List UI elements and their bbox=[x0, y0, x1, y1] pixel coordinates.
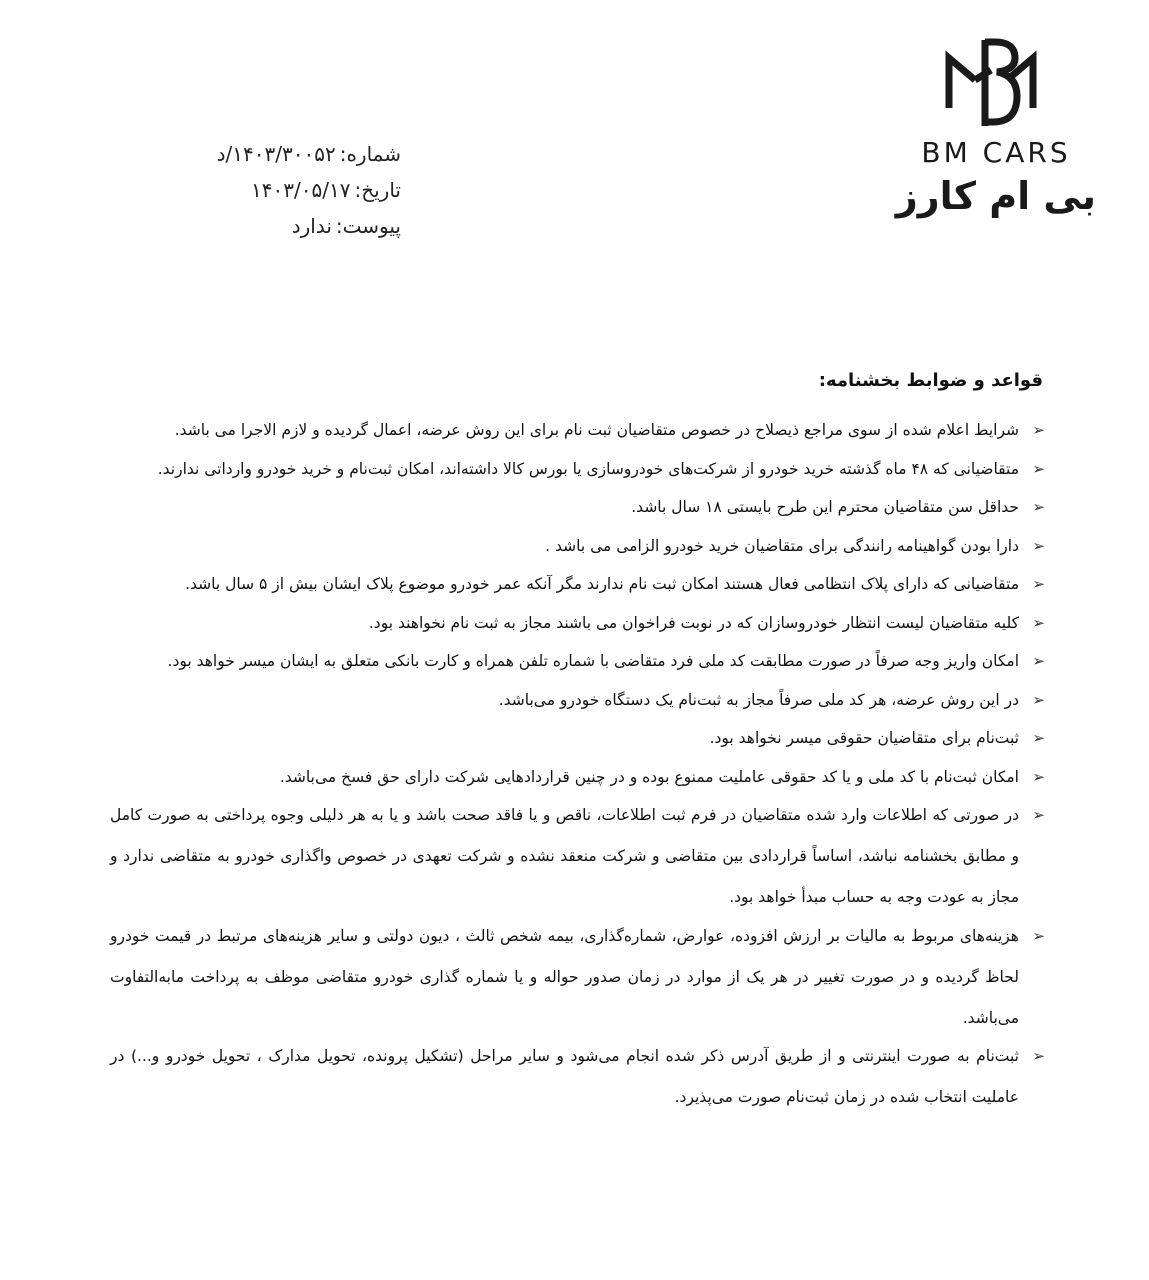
arrowhead-bullet-icon: ➢ bbox=[1032, 767, 1045, 786]
rule-text: متقاضیانی که دارای پلاک انتظامی فعال هستند امکان ثبت نام ندارند مگر آنکه عمر خودرو موضوع پلاک ایشان بیش از ۵ سال باشد. bbox=[185, 575, 1019, 593]
rule-item bbox=[110, 603, 1045, 644]
letter-number bbox=[213, 136, 401, 172]
letter-date-value: ۱۴۰۳/۰۵/۱۷ bbox=[251, 178, 351, 202]
rule-item bbox=[110, 487, 1045, 528]
letter-attachment-value: ندارد bbox=[291, 214, 332, 238]
rule-item bbox=[110, 526, 1045, 567]
arrowhead-bullet-icon: ➢ bbox=[1032, 421, 1045, 439]
section-heading: قواعد و ضوابط بخشنامه: bbox=[818, 370, 1043, 391]
rule-text: امکان واریز وجه صرفاً در صورت مطابقت کد ملی فرد متقاضی با شماره تلفن همراه و کارت بانکی متعلق به ایشان میسر خواهد بود. bbox=[167, 652, 1019, 670]
letter-attachment-label: پیوست: bbox=[335, 214, 401, 238]
rule-item bbox=[110, 757, 1045, 798]
rule-item bbox=[110, 564, 1045, 605]
letter-number-value: ۱۴۰۳/۳۰۰۵۲/د bbox=[216, 142, 336, 166]
rule-text: امکان ثبت‌نام با کد ملی و یا کد حقوقی عاملیت ممنوع بوده و در چنین قراردادهایی شرکت دارای حق فسخ می‌باشد. bbox=[279, 767, 1019, 786]
company-logo bbox=[880, 36, 1120, 226]
arrowhead-bullet-icon: ➢ bbox=[1032, 652, 1045, 670]
arrowhead-bullet-icon: ➢ bbox=[1032, 459, 1045, 478]
rule-item bbox=[110, 795, 1045, 918]
arrowhead-bullet-icon: ➢ bbox=[1032, 536, 1045, 555]
rule-item bbox=[110, 641, 1045, 682]
arrowhead-bullet-icon: ➢ bbox=[1032, 498, 1045, 516]
arrowhead-bullet-icon: ➢ bbox=[1032, 575, 1045, 593]
arrowhead-bullet-icon: ➢ bbox=[1032, 806, 1045, 824]
letter-date bbox=[213, 172, 401, 208]
rule-text: متقاضیانی که ۴۸ ماه گذشته خرید خودرو از شرکت‌های خودروسازی یا بورس کالا داشته‌اند، امکان ثبت‌نام و خرید خودرو وارداتی ندارند. bbox=[157, 459, 1019, 478]
arrowhead-bullet-icon: ➢ bbox=[1032, 690, 1045, 709]
rule-text: در این روش عرضه، هر کد ملی صرفاً مجاز به ثبت‌نام یک دستگاه خودرو می‌باشد. bbox=[498, 690, 1019, 709]
rule-item bbox=[110, 449, 1045, 490]
rule-item bbox=[110, 916, 1045, 1039]
letter-number-label: شماره: bbox=[339, 142, 401, 166]
rule-text: هزینه‌های مربوط به مالیات بر ارزش افزوده، عوارض، شماره‌گذاری، بیمه شخص ثالث ، دیون دولتی و سایر هزینه‌های مرتبط در قیمت خودرو لحاظ گردیده و در صورت تغییر در هر یک از موارد در زمان صدور حواله و یا شماره گذاری خودرو متقاضی موظف به پرداخت مابه‌التفاوت می‌باشد. bbox=[110, 926, 1019, 1027]
logo-text-fa: بی ام کارز bbox=[895, 174, 1097, 218]
letter-meta bbox=[213, 136, 401, 244]
rule-item bbox=[110, 718, 1045, 759]
letter-date-label: تاریخ: bbox=[354, 178, 401, 202]
logo-text-en: BM CARS bbox=[921, 136, 1071, 169]
rule-item bbox=[110, 680, 1045, 721]
arrowhead-bullet-icon: ➢ bbox=[1032, 613, 1045, 632]
letter-attachment bbox=[213, 208, 401, 244]
rule-text: ثبت‌نام برای متقاضیان حقوقی میسر نخواهد بود. bbox=[709, 729, 1019, 747]
rules-list bbox=[110, 410, 1045, 1116]
rule-text: دارا بودن گواهینامه رانندگی برای متقاضیان خرید خودرو الزامی می باشد . bbox=[545, 536, 1019, 555]
arrowhead-bullet-icon: ➢ bbox=[1032, 729, 1045, 747]
bm-monogram-icon bbox=[945, 36, 1037, 128]
arrowhead-bullet-icon: ➢ bbox=[1032, 926, 1045, 945]
arrowhead-bullet-icon: ➢ bbox=[1032, 1047, 1045, 1065]
rule-text: شرایط اعلام شده از سوی مراجع ذیصلاح در خصوص متقاضیان ثبت نام برای این روش عرضه، اعمال گردیده و لازم الاجرا می باشد. bbox=[174, 421, 1019, 439]
rule-text: کلیه متقاضیان لیست انتظار خودروسازان که در نوبت فراخوان می باشند مجاز به ثبت نام نخواهند بود. bbox=[368, 613, 1019, 632]
rule-text: حداقل سن متقاضیان محترم این طرح بایستی ۱۸ سال باشد. bbox=[631, 498, 1019, 516]
rule-item bbox=[110, 1036, 1045, 1118]
rule-text: ثبت‌نام به صورت اینترنتی و از طریق آدرس ذکر شده انجام می‌شود و سایر مراحل (تشکیل پرونده، تحویل مدارک ، تحویل خودرو و...) در عاملیت انتخاب شده در زمان ثبت‌نام صورت می‌پذیرد. bbox=[110, 1047, 1019, 1106]
rule-item bbox=[110, 410, 1045, 451]
rule-text: در صورتی که اطلاعات وارد شده متقاضیان در فرم ثبت اطلاعات، ناقص و یا فاقد صحت باشد و یا به هر دلیلی وجوه پرداختی به صورت کامل و مطابق بخشنامه نباشد، اساساً قراردادی بین متقاضی و شرکت منعقد نشده و شرکت تعهدی در خصوص واگذاری خودرو به متقاضی ندارد و مجاز به عودت وجه به حساب مبدأ خواهد بود. bbox=[110, 806, 1019, 906]
